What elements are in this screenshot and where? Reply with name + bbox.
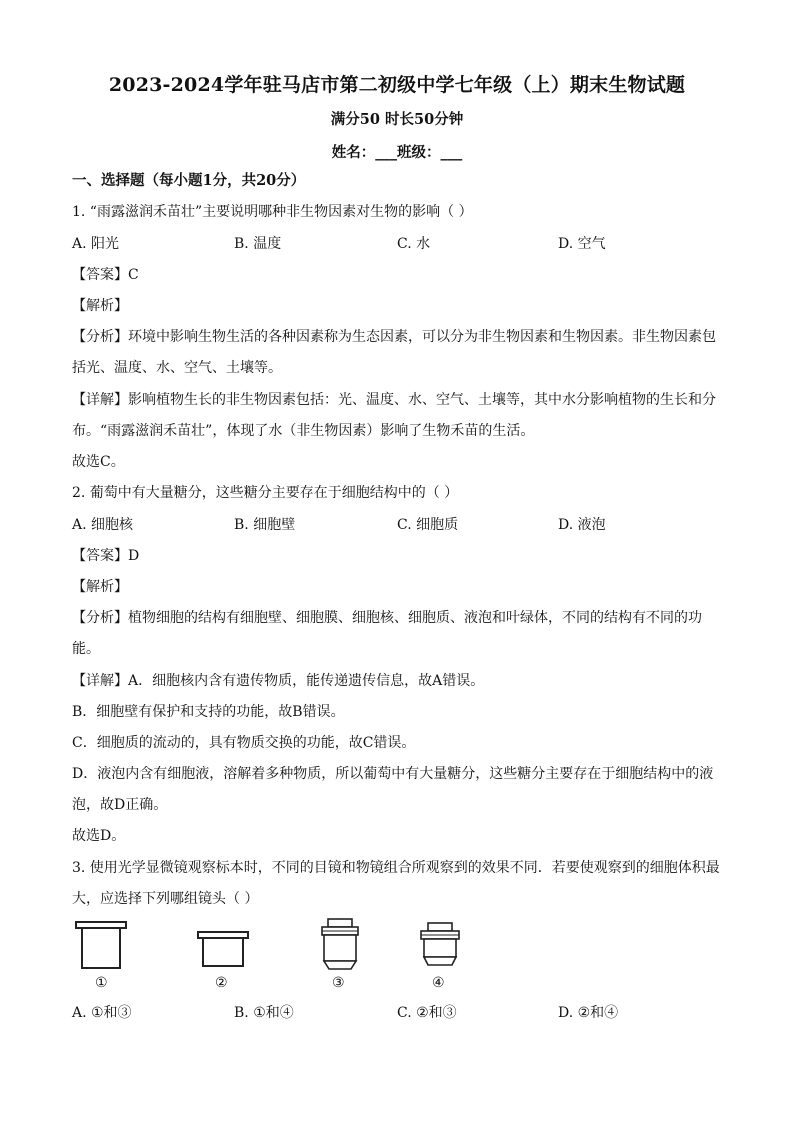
q3-option-c: C. ②和③: [397, 1005, 457, 1021]
lens-label-4: ④: [432, 975, 445, 991]
q1-option-b: B. 温度: [234, 236, 282, 252]
q1-analysis-1: 【分析】环境中影响生物生活的各种因素称为生态因素，可以分为非生物因素和生物因素。非生物因素包: [72, 329, 716, 345]
q2-detail-a: 【详解】A．细胞核内含有遗传物质，能传递遗传信息，故A错误。: [72, 673, 485, 689]
q1-option-c: C. 水: [397, 236, 431, 252]
q3-stem-1: 3. 使用光学显微镜观察标本时，不同的目镜和物镜组合所观察到的效果不同．若要使观察到的细胞体积最: [72, 860, 720, 876]
q2-detail-d1: D．液泡内含有细胞液，溶解着多种物质，所以葡萄中有大量糖分，这些糖分主要存在于细胞结构中的液: [72, 766, 714, 782]
q3-option-b: B. ①和④: [234, 1005, 294, 1021]
q2-detail-c: C．细胞质的流动的，具有物质交换的功能，故C错误。: [72, 735, 416, 751]
lens-label-3: ③: [332, 975, 345, 991]
q2-option-a: A. 细胞核: [72, 517, 134, 533]
lens-label-2: ②: [215, 975, 228, 991]
q2-stem: 2. 葡萄中有大量糖分，这些糖分主要存在于细胞结构中的（ ）: [72, 485, 459, 501]
objective-short-lens-icon: [418, 921, 462, 971]
q1-conclusion: 故选C。: [72, 454, 125, 470]
q1-option-d: D. 空气: [558, 236, 606, 252]
q1-option-a: A. 阳光: [72, 236, 120, 252]
q2-detail-d2: 泡，故D正确。: [72, 797, 168, 813]
q3-option-a: A. ①和③: [72, 1005, 132, 1021]
q1-detail-2: 布。“雨露滋润禾苗壮”，体现了水（非生物因素）影响了生物禾苗的生活。: [72, 423, 535, 439]
q1-detail-1: 【详解】影响植物生长的非生物因素包括：光、温度、水、空气、土壤等，其中水分影响植物的生长和分: [72, 392, 716, 408]
q2-option-b: B. 细胞壁: [234, 517, 296, 533]
q1-answer: 【答案】C: [72, 267, 139, 283]
q2-analysis-2: 能。: [72, 641, 100, 657]
q1-analysis-2: 括光、温度、水、空气、土壤等。: [72, 360, 282, 376]
name-class-line: 姓名：___班级：___: [331, 144, 463, 161]
lens-label-1: ①: [95, 975, 108, 991]
exam-meta: 满分50 时长50分钟: [330, 111, 464, 128]
q2-conclusion: 故选D。: [72, 828, 126, 844]
exam-title: 2023-2024学年驻马店市第二初级中学七年级（上）期末生物试题: [108, 74, 686, 96]
q2-option-c: C. 细胞质: [397, 517, 459, 533]
q2-analysis-1: 【分析】植物细胞的结构有细胞壁、细胞膜、细胞核、细胞质、液泡和叶绿体，不同的结构有不同的功: [72, 610, 702, 626]
q1-jiexi: 【解析】: [72, 298, 128, 314]
q2-option-d: D. 液泡: [558, 517, 606, 533]
q2-answer: 【答案】D: [72, 548, 140, 564]
q1-stem: 1. “雨露滋润禾苗壮”主要说明哪种非生物因素对生物的影响（ ）: [72, 204, 473, 220]
q3-option-d: D. ②和④: [558, 1005, 619, 1021]
q2-detail-b: B．细胞壁有保护和支持的功能，故B错误。: [72, 704, 345, 720]
objective-long-lens-icon: [318, 917, 362, 973]
eyepiece-long-lens-icon: [74, 920, 130, 972]
section-heading: 一、选择题（每小题1分，共20分）: [72, 172, 306, 189]
q2-jiexi: 【解析】: [72, 579, 128, 595]
eyepiece-short-lens-icon: [196, 930, 252, 972]
q3-stem-2: 大，应选择下列哪组镜头（ ）: [72, 891, 259, 907]
